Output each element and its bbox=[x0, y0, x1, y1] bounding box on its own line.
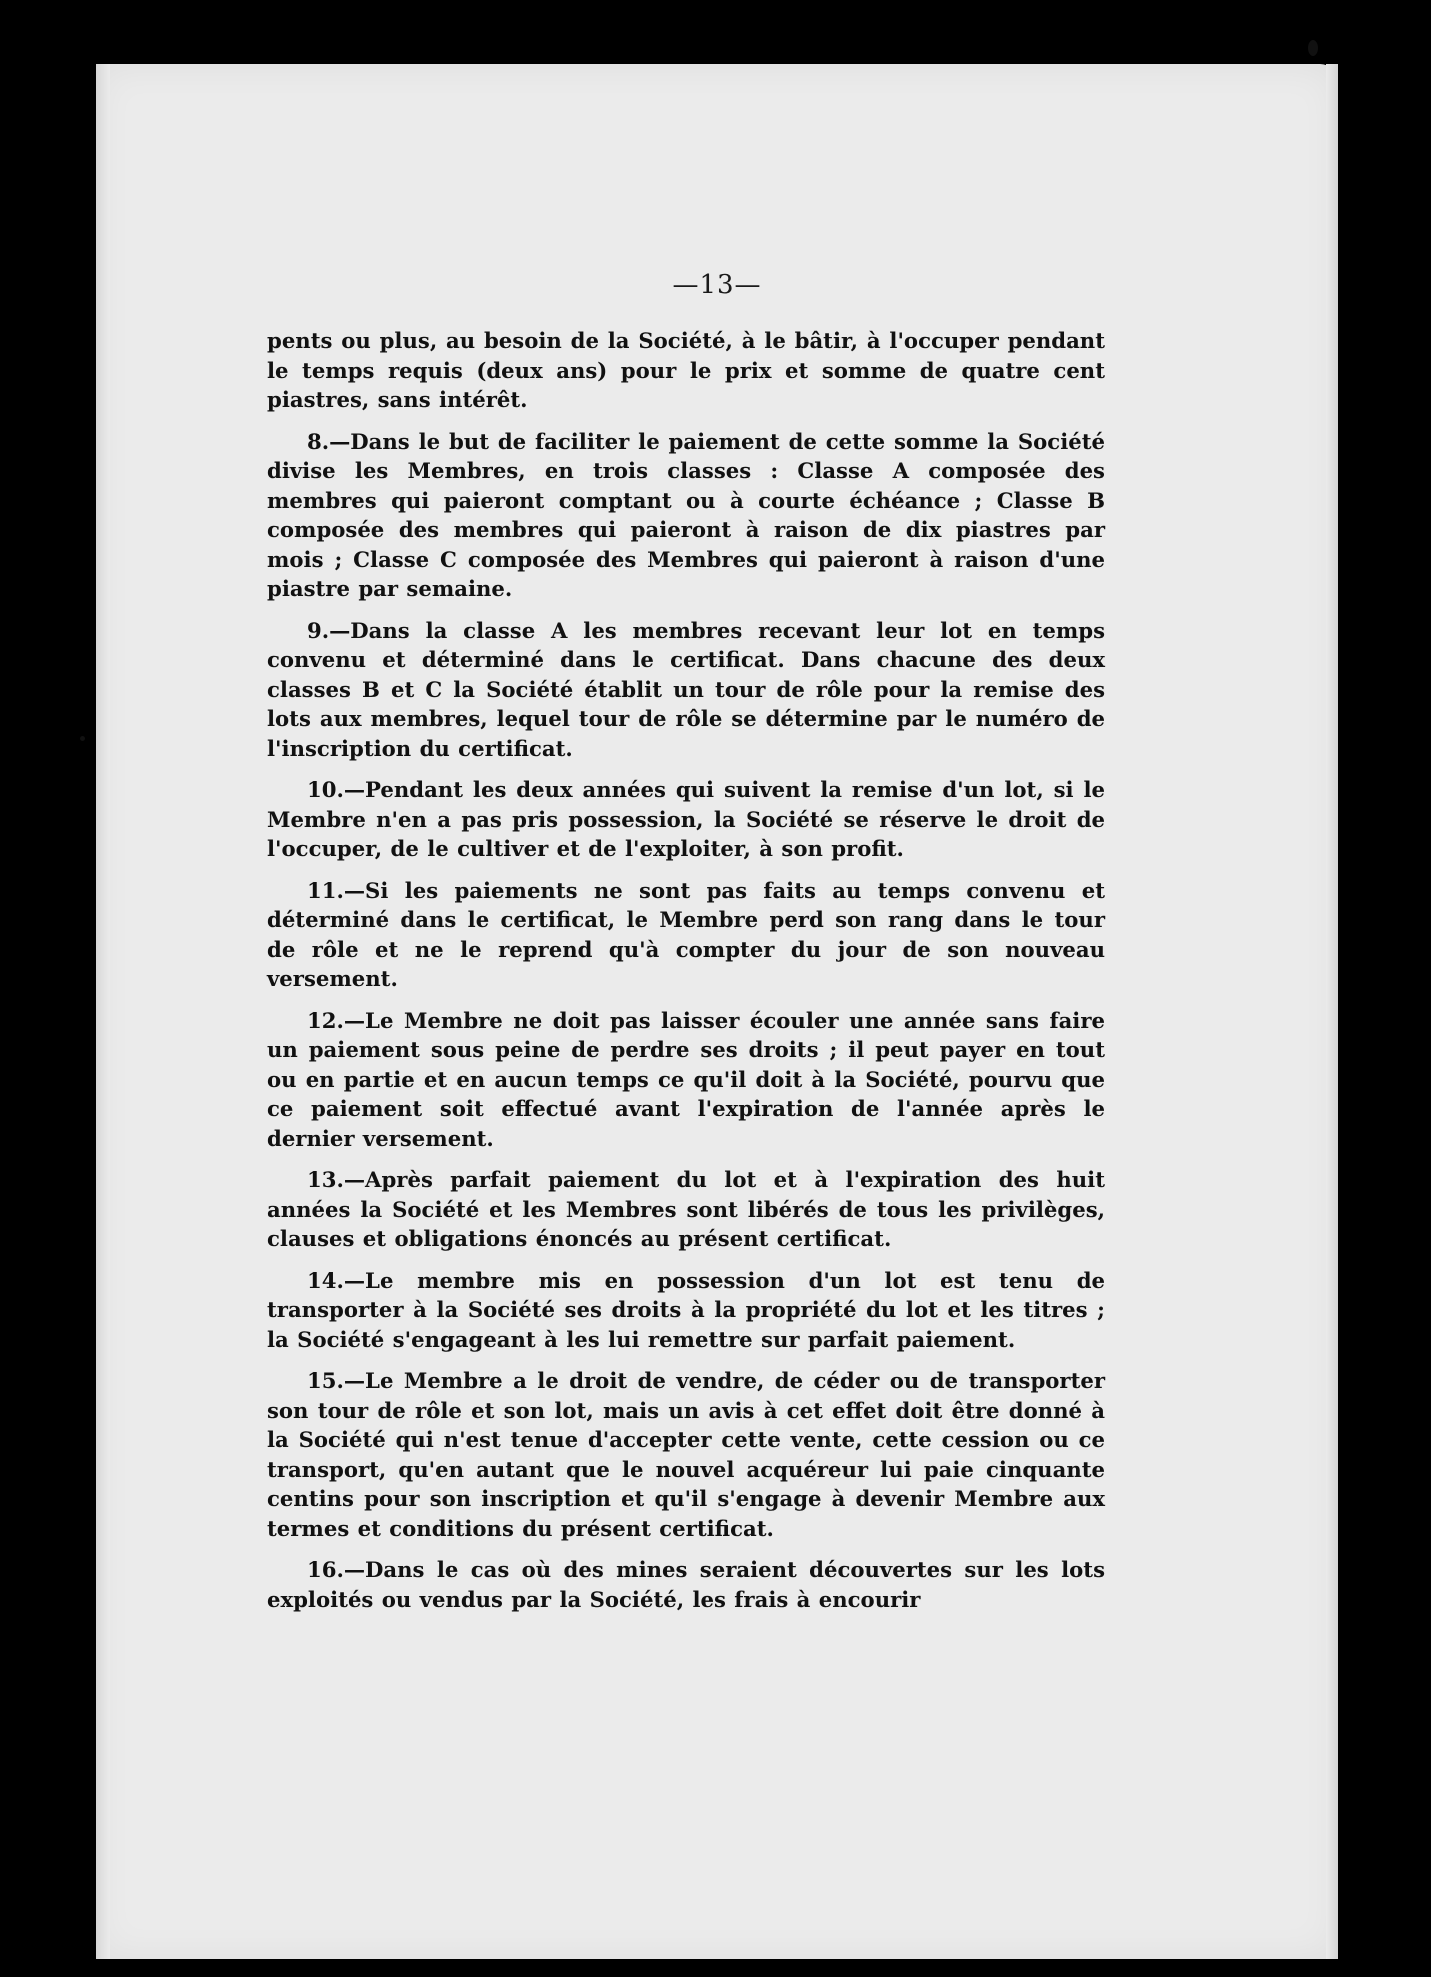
article-16: 16.—Dans le cas où des mines seraient découvertes sur les lots exploités ou vendus par la Société, les frais à encourir bbox=[267, 1557, 1105, 1612]
page-number: —13— bbox=[672, 270, 762, 300]
article-8: 8.—Dans le but de faciliter le paiement de cette somme la Société divise les Membres, en trois classes : Classe A composée des membres qui paieront comptant ou à courte échéance ; Classe B composée des membres qui paieront à raison de dix piastres par mois ; Classe C composée des Membres qui paieront à raison d'une piastre par semaine. bbox=[267, 428, 1105, 601]
paragraph-continuation: pents ou plus, au besoin de la Société, à le bâtir, à l'occuper pendant le temps requis (deux ans) pour le prix et somme de quatre cent piastres, sans intérêt. bbox=[267, 328, 1105, 412]
scan-speck bbox=[80, 736, 85, 741]
article-12: 12.—Le Membre ne doit pas laisser écouler une année sans faire un paiement sous peine de perdre ses droits ; il peut payer en tout ou en partie et en aucun temps ce qu'il doit à la Société, pourvu que ce paiement soit effectué avant l'expiration de l'année après le dernier versement. bbox=[267, 1007, 1105, 1151]
article-11: 11.—Si les paiements ne sont pas faits au temps convenu et déterminé dans le certificat, le Membre perd son rang dans le tour de rôle et ne le reprend qu'à compter du jour de son nouveau versement. bbox=[267, 877, 1105, 991]
scan-speck bbox=[1308, 40, 1318, 56]
document-page bbox=[96, 64, 1338, 1959]
body-text bbox=[267, 326, 1105, 1626]
article-10: 10.—Pendant les deux années qui suivent la remise d'un lot, si le Membre n'en a pas pris possession, la Société se réserve le droit de l'occuper, de le cultiver et de l'exploiter, à son profit. bbox=[267, 777, 1105, 861]
article-13: 13.—Après parfait paiement du lot et à l'expiration des huit années la Société et les Membres sont libérés de tous les privilèges, clauses et obligations énoncés au présent certificat. bbox=[267, 1167, 1105, 1251]
article-14: 14.—Le membre mis en possession d'un lot est tenu de transporter à la Société ses droits à la propriété du lot et les titres ; la Société s'engageant à les lui remettre sur parfait paiement. bbox=[267, 1267, 1105, 1352]
article-15: 15.—Le Membre a le droit de vendre, de céder ou de transporter son tour de rôle et son lot, mais un avis à cet effet doit être donné à la Société qui n'est tenue d'accepter cette vente, cette cession ou ce transport, qu'en autant que le nouvel acquéreur lui paie cinquante centins pour son inscription et qu'il s'engage à devenir Membre aux termes et conditions du présent certificat. bbox=[267, 1368, 1105, 1541]
article-9: 9.—Dans la classe A les membres recevant leur lot en temps convenu et déterminé dans le certificat. Dans chacune des deux classes B et C la Société établit un tour de rôle pour la remise des lots aux membres, lequel tour de rôle se détermine par le numéro de l'inscription du certificat. bbox=[267, 617, 1105, 761]
